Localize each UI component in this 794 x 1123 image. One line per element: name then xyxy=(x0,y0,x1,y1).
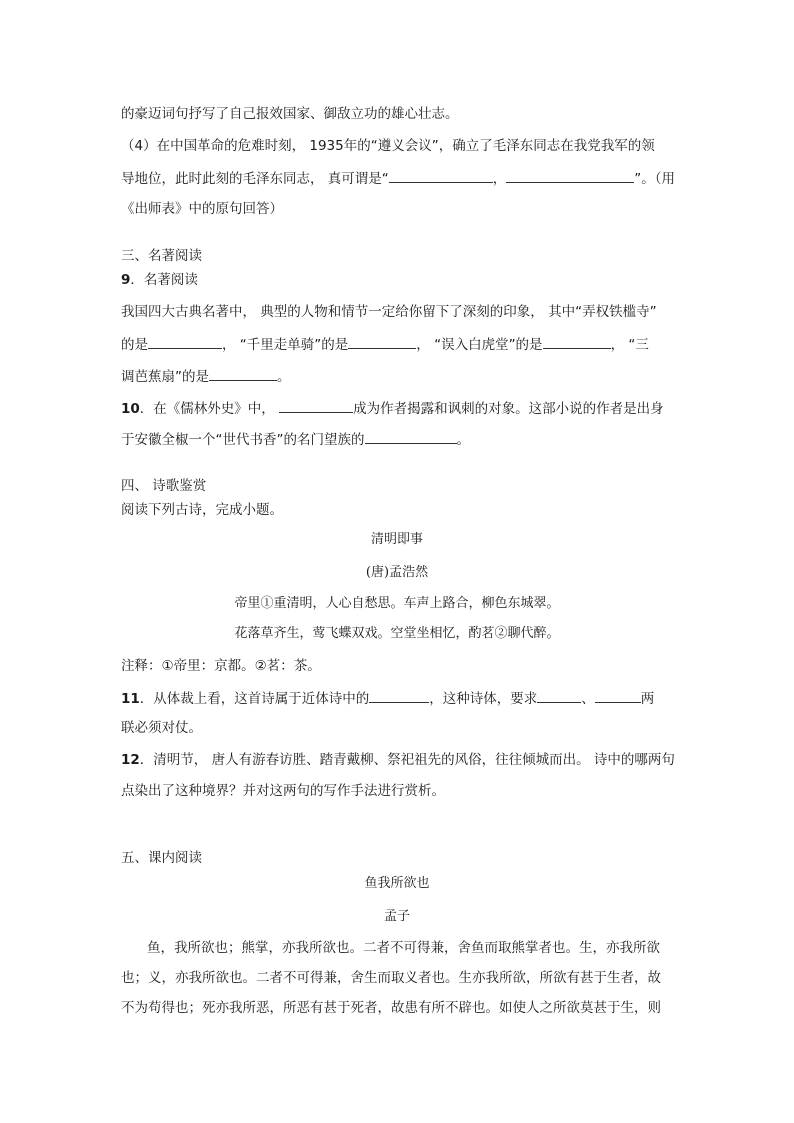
passage-author: 孟子 xyxy=(383,909,410,924)
q12-line-2: 点染出了这种境界？并对这两句的写作手法进行赏析。 xyxy=(121,783,445,799)
answer-blank[interactable] xyxy=(389,168,493,183)
poem-note: 注释：①帝里：京都。②茗：茶。 xyxy=(121,658,321,674)
answer-blank[interactable] xyxy=(279,398,353,413)
poem-author: (唐)孟浩然 xyxy=(365,565,429,580)
section-heading-3: 三、名著阅读 xyxy=(121,248,202,264)
instruction: 阅读下列古诗，完成小题。 xyxy=(121,502,283,518)
q11-line-2: 联必须对仗。 xyxy=(121,720,202,736)
answer-blank[interactable] xyxy=(595,688,641,703)
q10-line-2: 于安徽全椒一个“世代书香”的名门望族的 。 xyxy=(121,429,470,450)
q9-line-3: 调芭蕉扇”的是 。 xyxy=(121,366,291,387)
answer-blank[interactable] xyxy=(365,429,457,444)
q9-title: 9．名著阅读 xyxy=(121,272,198,288)
q10-line-1: 10．在《儒林外史》中， 成为作者揭露和讽刺的对象。这部小说的作者是出身 xyxy=(121,398,664,419)
poem-line-2: 花落草齐生，莺飞蝶双戏。空堂坐相忆，酌茗②聊代醉。 xyxy=(234,626,560,641)
passage-line-3: 不为苟得也；死亦我所恶，所恶有甚于死者，故患有所不辟也。如使人之所欲莫甚于生，则 xyxy=(121,1000,661,1016)
answer-blank[interactable] xyxy=(506,168,634,183)
passage-title: 鱼我所欲也 xyxy=(364,876,430,891)
section-heading-5: 五、课内阅读 xyxy=(121,850,202,866)
continued-text-line: 的豪迈词句抒写了自己报效国家、御敌立功的雄心壮志。 xyxy=(121,106,459,122)
q11-line-1: 11．从体裁上看，这首诗属于近体诗中的 ，这种诗体，要求 、 两 xyxy=(121,688,654,709)
answer-blank[interactable] xyxy=(148,334,222,349)
q9-line-1: 我国四大古典名著中， 典型的人物和情节一定给你留下了深刻的印象， 其中“弄权铁槛寺” xyxy=(121,304,657,320)
answer-blank[interactable] xyxy=(543,334,611,349)
answer-blank[interactable] xyxy=(537,688,581,703)
section-heading-4: 四、 诗歌鉴赏 xyxy=(121,478,207,494)
q12-line-1: 12．清明节， 唐人有游春访胜、踏青戴柳、祭祀祖先的风俗，往往倾城而出。 诗中的哪两句 xyxy=(121,752,675,768)
answer-blank[interactable] xyxy=(348,334,416,349)
answer-blank[interactable] xyxy=(369,688,429,703)
q4-line-2: 导地位，此时此刻的毛泽东同志， 真可谓是“ ， ”。（用 xyxy=(121,168,675,189)
q4-line-3: 《出师表》中的原句回答） xyxy=(121,201,283,217)
poem-title: 清明即事 xyxy=(370,532,423,547)
q4-line-1: （4）在中国革命的危难时刻， 1935年的“遵义会议”，确立了毛泽东同志在我党我军的领 xyxy=(121,138,655,154)
answer-blank[interactable] xyxy=(209,366,277,381)
poem-line-1: 帝里①重清明，人心自愁思。车声上路合，柳色东城翠。 xyxy=(234,596,560,611)
q9-line-2: 的是 ， “千里走单骑”的是 ， “误入白虎堂”的是 ， “三 xyxy=(121,334,649,355)
passage-line-1: 鱼，我所欲也；熊掌，亦我所欲也。二者不可得兼，舍鱼而取熊掌者也。生，亦我所欲 xyxy=(147,940,660,956)
passage-line-2: 也；义，亦我所欲也。二者不可得兼，舍生而取义者也。生亦我所欲，所欲有甚于生者，故 xyxy=(121,970,661,986)
